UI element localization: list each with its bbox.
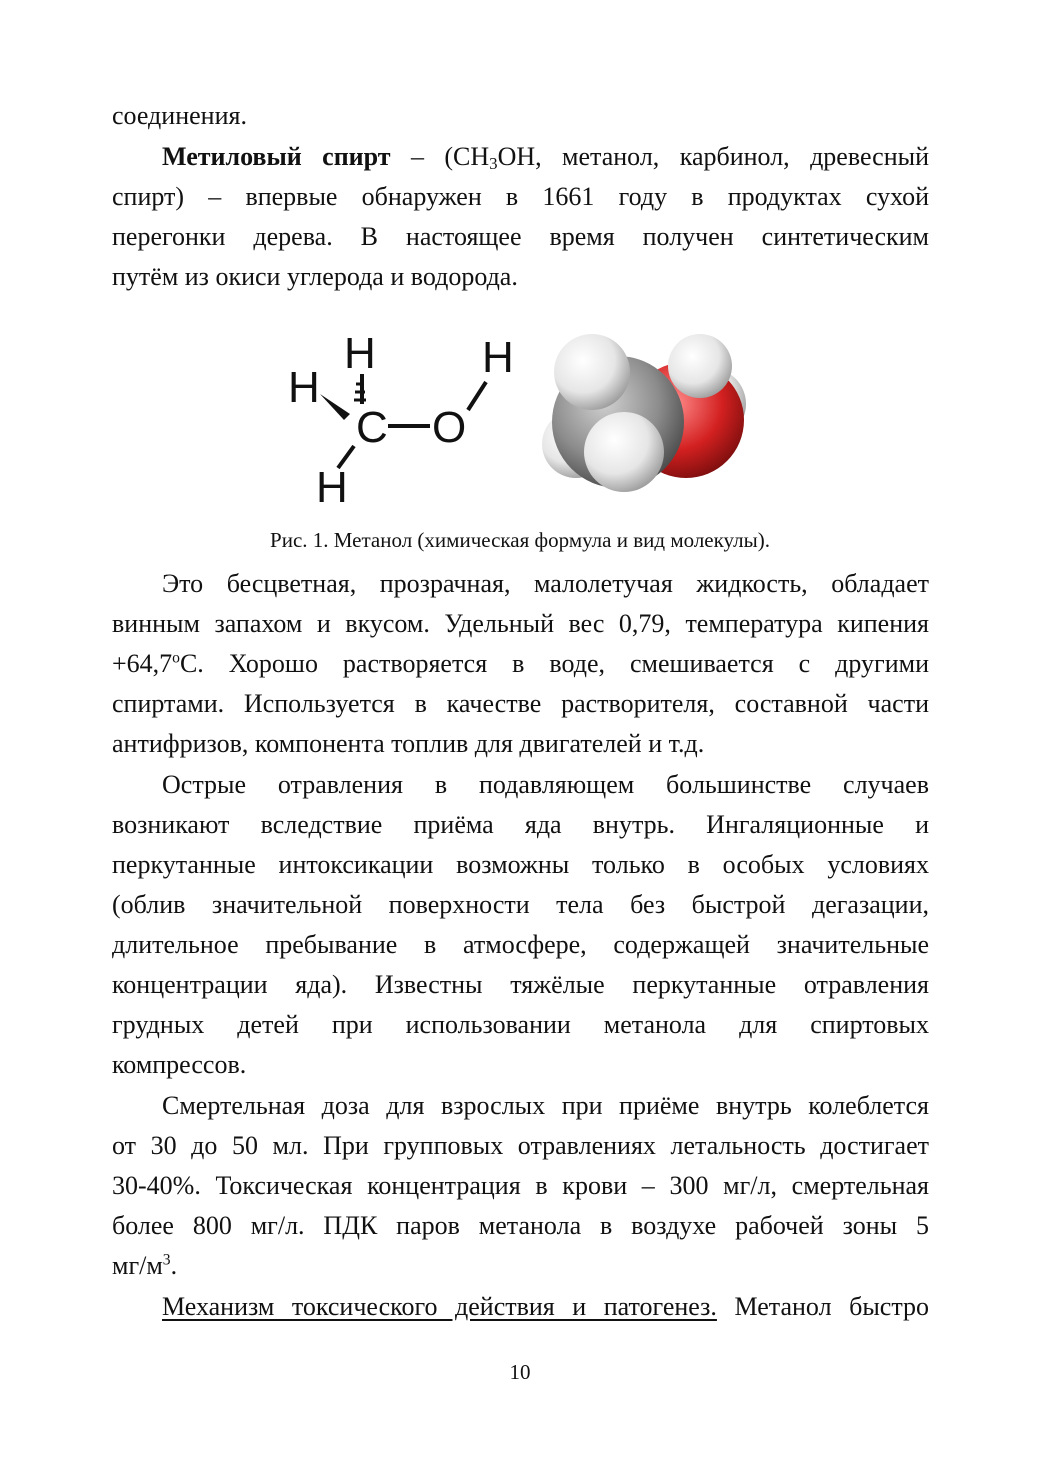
- page-number: 10: [509, 1360, 531, 1384]
- text-line: антифризов, компонента топлив для двигателей и т.д.: [112, 729, 705, 758]
- text-line: винным запахом и вкусом. Удельный вес 0,79, температура кипения: [112, 609, 929, 638]
- text-line: от 30 до 50 мл. При групповых отравлениях летальность достигает: [112, 1131, 929, 1160]
- text-line: соединения.: [112, 101, 247, 130]
- hydrogen-sphere: [668, 334, 732, 398]
- atom-c: C: [356, 403, 388, 452]
- atom-h-top: H: [344, 329, 376, 378]
- text-line: Метиловый спирт – ($CH_3OH$, метанол, карбинол, древесный: [162, 142, 929, 174]
- wedge-bond: [320, 394, 350, 420]
- text-line: $+64,7^oС$. Хорошо растворяется в воде, смешивается с другими: [112, 649, 929, 678]
- methanol-illustration: [280, 318, 760, 518]
- text-line: спиртами. Используется в качестве растворителя, составной части: [112, 689, 929, 718]
- atom-h-left: H: [288, 363, 320, 412]
- text-line: $мг/м^3$.: [112, 1251, 178, 1280]
- text-line: Это бесцветная, прозрачная, малолетучая жидкость, обладает: [162, 569, 929, 598]
- atom-h-oh: H: [482, 333, 514, 382]
- figure-caption: Рис. 1. Метанол (химическая формула и вид молекулы).: [270, 528, 770, 552]
- atom-o: O: [432, 403, 467, 452]
- text-line: Острые отравления в подавляющем большинстве случаев: [162, 770, 929, 799]
- text-line: (облив значительной поверхности тела без быстрой дегазации,: [112, 890, 929, 919]
- text-line: путём из окиси углерода и водорода.: [112, 262, 518, 291]
- text-line: перкутанные интоксикации возможны только в особых условиях: [112, 850, 929, 879]
- hydrogen-sphere: [584, 412, 664, 492]
- methanol-figure: [280, 318, 760, 518]
- text-line: Механизм токсического действия и патогенез. Метанол быстро: [162, 1292, 930, 1321]
- text-line: компрессов.: [112, 1050, 247, 1079]
- hydrogen-sphere: [554, 334, 630, 410]
- space-filling-model: [542, 334, 746, 492]
- text-line: грудных детей при использовании метанола для спиртовых: [112, 1010, 929, 1039]
- text-line: концентрации яда). Известны тяжёлые перкутанные отравления: [112, 970, 929, 999]
- atom-h-bottom: H: [316, 463, 348, 512]
- text-line: возникают вследствие приёма яда внутрь. Ингаляционные и: [112, 810, 929, 839]
- text-line: перегонки дерева. В настоящее время получен синтетическим: [112, 222, 929, 251]
- section-heading-mechanism: Механизм токсического действия и патогенез.: [162, 1292, 717, 1321]
- text-line: более 800 мг/л. ПДК паров метанола в воздухе рабочей зоны 5: [112, 1211, 929, 1240]
- text-line: 30-40%. Токсическая концентрация в крови – 300 мг/л, смертельная: [112, 1171, 929, 1200]
- text-line: длительное пребывание в атмосфере, содержащей значительные: [112, 930, 929, 959]
- bond-line: [468, 382, 486, 410]
- text-line: Смертельная доза для взрослых при приёме внутрь колеблется: [162, 1091, 929, 1120]
- structural-formula: [288, 329, 514, 512]
- term-methanol: Метиловый спирт: [162, 142, 391, 171]
- text-line: спирт) – впервые обнаружен в 1661 году в продуктах сухой: [112, 182, 929, 211]
